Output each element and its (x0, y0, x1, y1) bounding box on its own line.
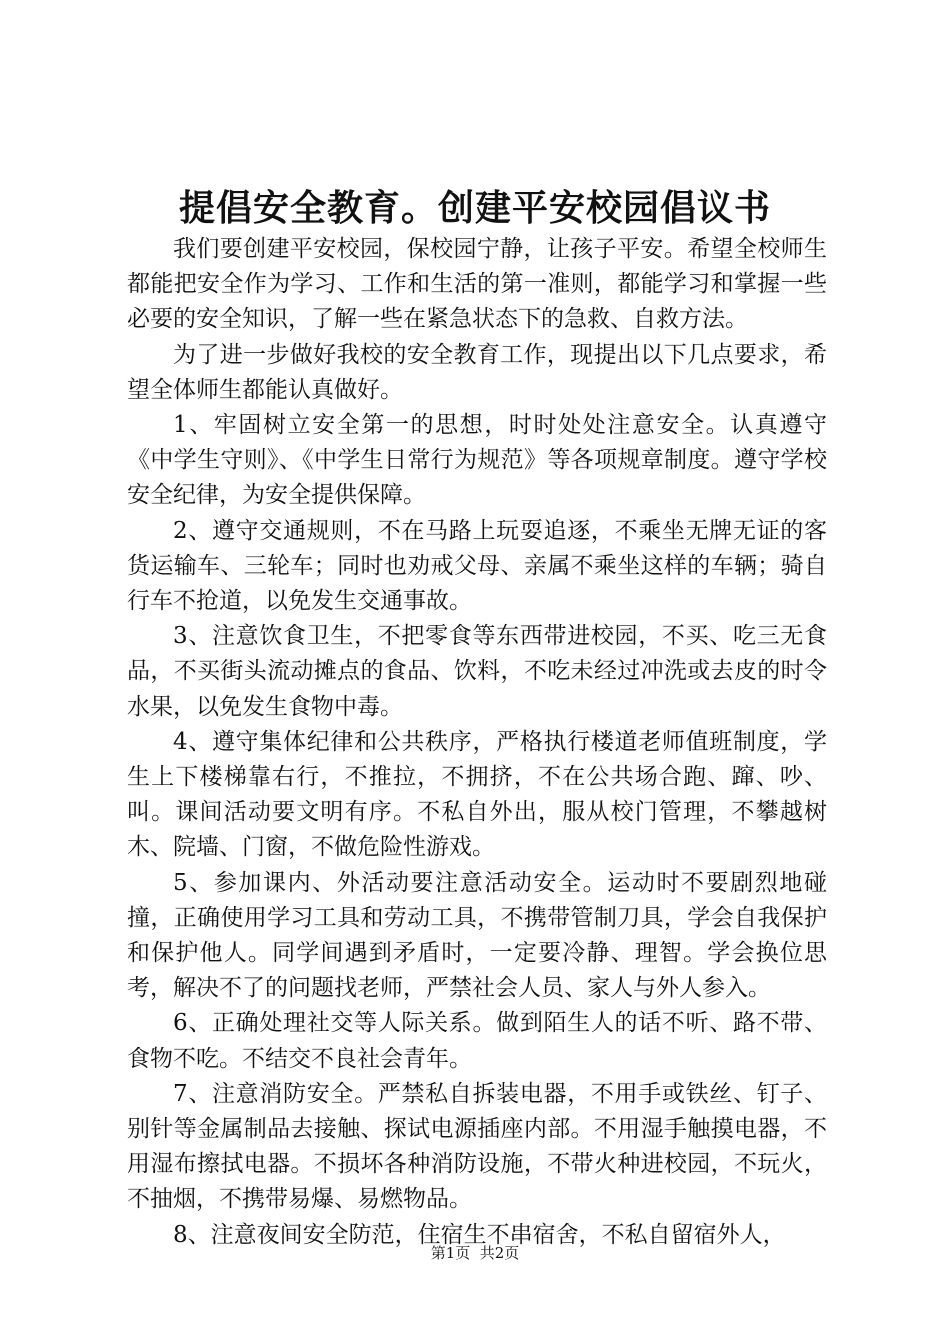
document-title: 提倡安全教育。创建平安校园倡议书 (178, 187, 771, 229)
page-footer (0, 1243, 950, 1263)
paragraph-item-3: 3、注意饮食卫生，不把零食等东西带进校园，不买、吃三无食品，不买街头流动摊点的食品、饮料，不吃未经过冲洗或去皮的时令水果，以免发生食物中毒。 (127, 623, 827, 720)
paragraph-requirements-lead: 为了进一步做好我校的安全教育工作，现提出以下几点要求，希望全体师生都能认真做好。 (127, 341, 827, 403)
paragraph-intro: 我们要创建平安校园，保校园宁静，让孩子平安。希望全校师生都能把安全作为学习、工作和生活的第一准则，都能学习和掌握一些必要的安全知识，了解一些在紧急状态下的急救、自救方法。 (127, 236, 827, 333)
paragraph-item-8: 8、注意夜间安全防范，住宿生不串宿舍，不私自留宿外人， (173, 1221, 786, 1248)
paragraph-item-1: 1、牢固树立安全第一的思想，时时处处注意安全。认真遵守《中学生守则》、《中学生日常行为规范》等各项规章制度。遵守学校安全纪律，为安全提供保障。 (127, 412, 827, 509)
paragraph-item-4: 4、遵守集体纪律和公共秩序，严格执行楼道老师值班制度，学生上下楼梯靠右行，不推拉，不拥挤，不在公共场合跑、蹿、吵、叫。课间活动要文明有序。不私自外出，服从校门管理，不攀越树木、院墙、门窗，不做危险性游戏。 (127, 728, 827, 861)
paragraph-item-7: 7、注意消防安全。严禁私自拆装电器，不用手或铁丝、钉子、别针等金属制品去接触、探试电源插座内部。不用湿手触摸电器，不用湿布擦拭电器。不损坏各种消防设施，不带火种进校园，不玩火，不抽烟，不携带易爆、易燃物品。 (127, 1080, 827, 1213)
paragraph-item-5: 5、参加课内、外活动要注意活动安全。运动时不要剧烈地碰撞，正确使用学习工具和劳动工具，不携带管制刀具，学会自我保护和保护他人。同学间遇到矛盾时，一定要冷静、理智。学会换位思考，解决不了的问题找老师，严禁社会人员、家人与外人参入。 (127, 869, 827, 1002)
document-body (127, 232, 827, 1253)
paragraph-item-6: 6、正确处理社交等人际关系。做到陌生人的话不听、路不带、食物不吃。不结交不良社会青年。 (127, 1010, 827, 1072)
paragraph-item-2: 2、遵守交通规则，不在马路上玩耍追逐，不乘坐无牌无证的客货运输车、三轮车；同时也劝戒父母、亲属不乘坐这样的车辆；骑自行车不抢道，以免发生交通事故。 (127, 517, 827, 615)
page-number-label: 第1页 共2页 (430, 1244, 520, 1262)
